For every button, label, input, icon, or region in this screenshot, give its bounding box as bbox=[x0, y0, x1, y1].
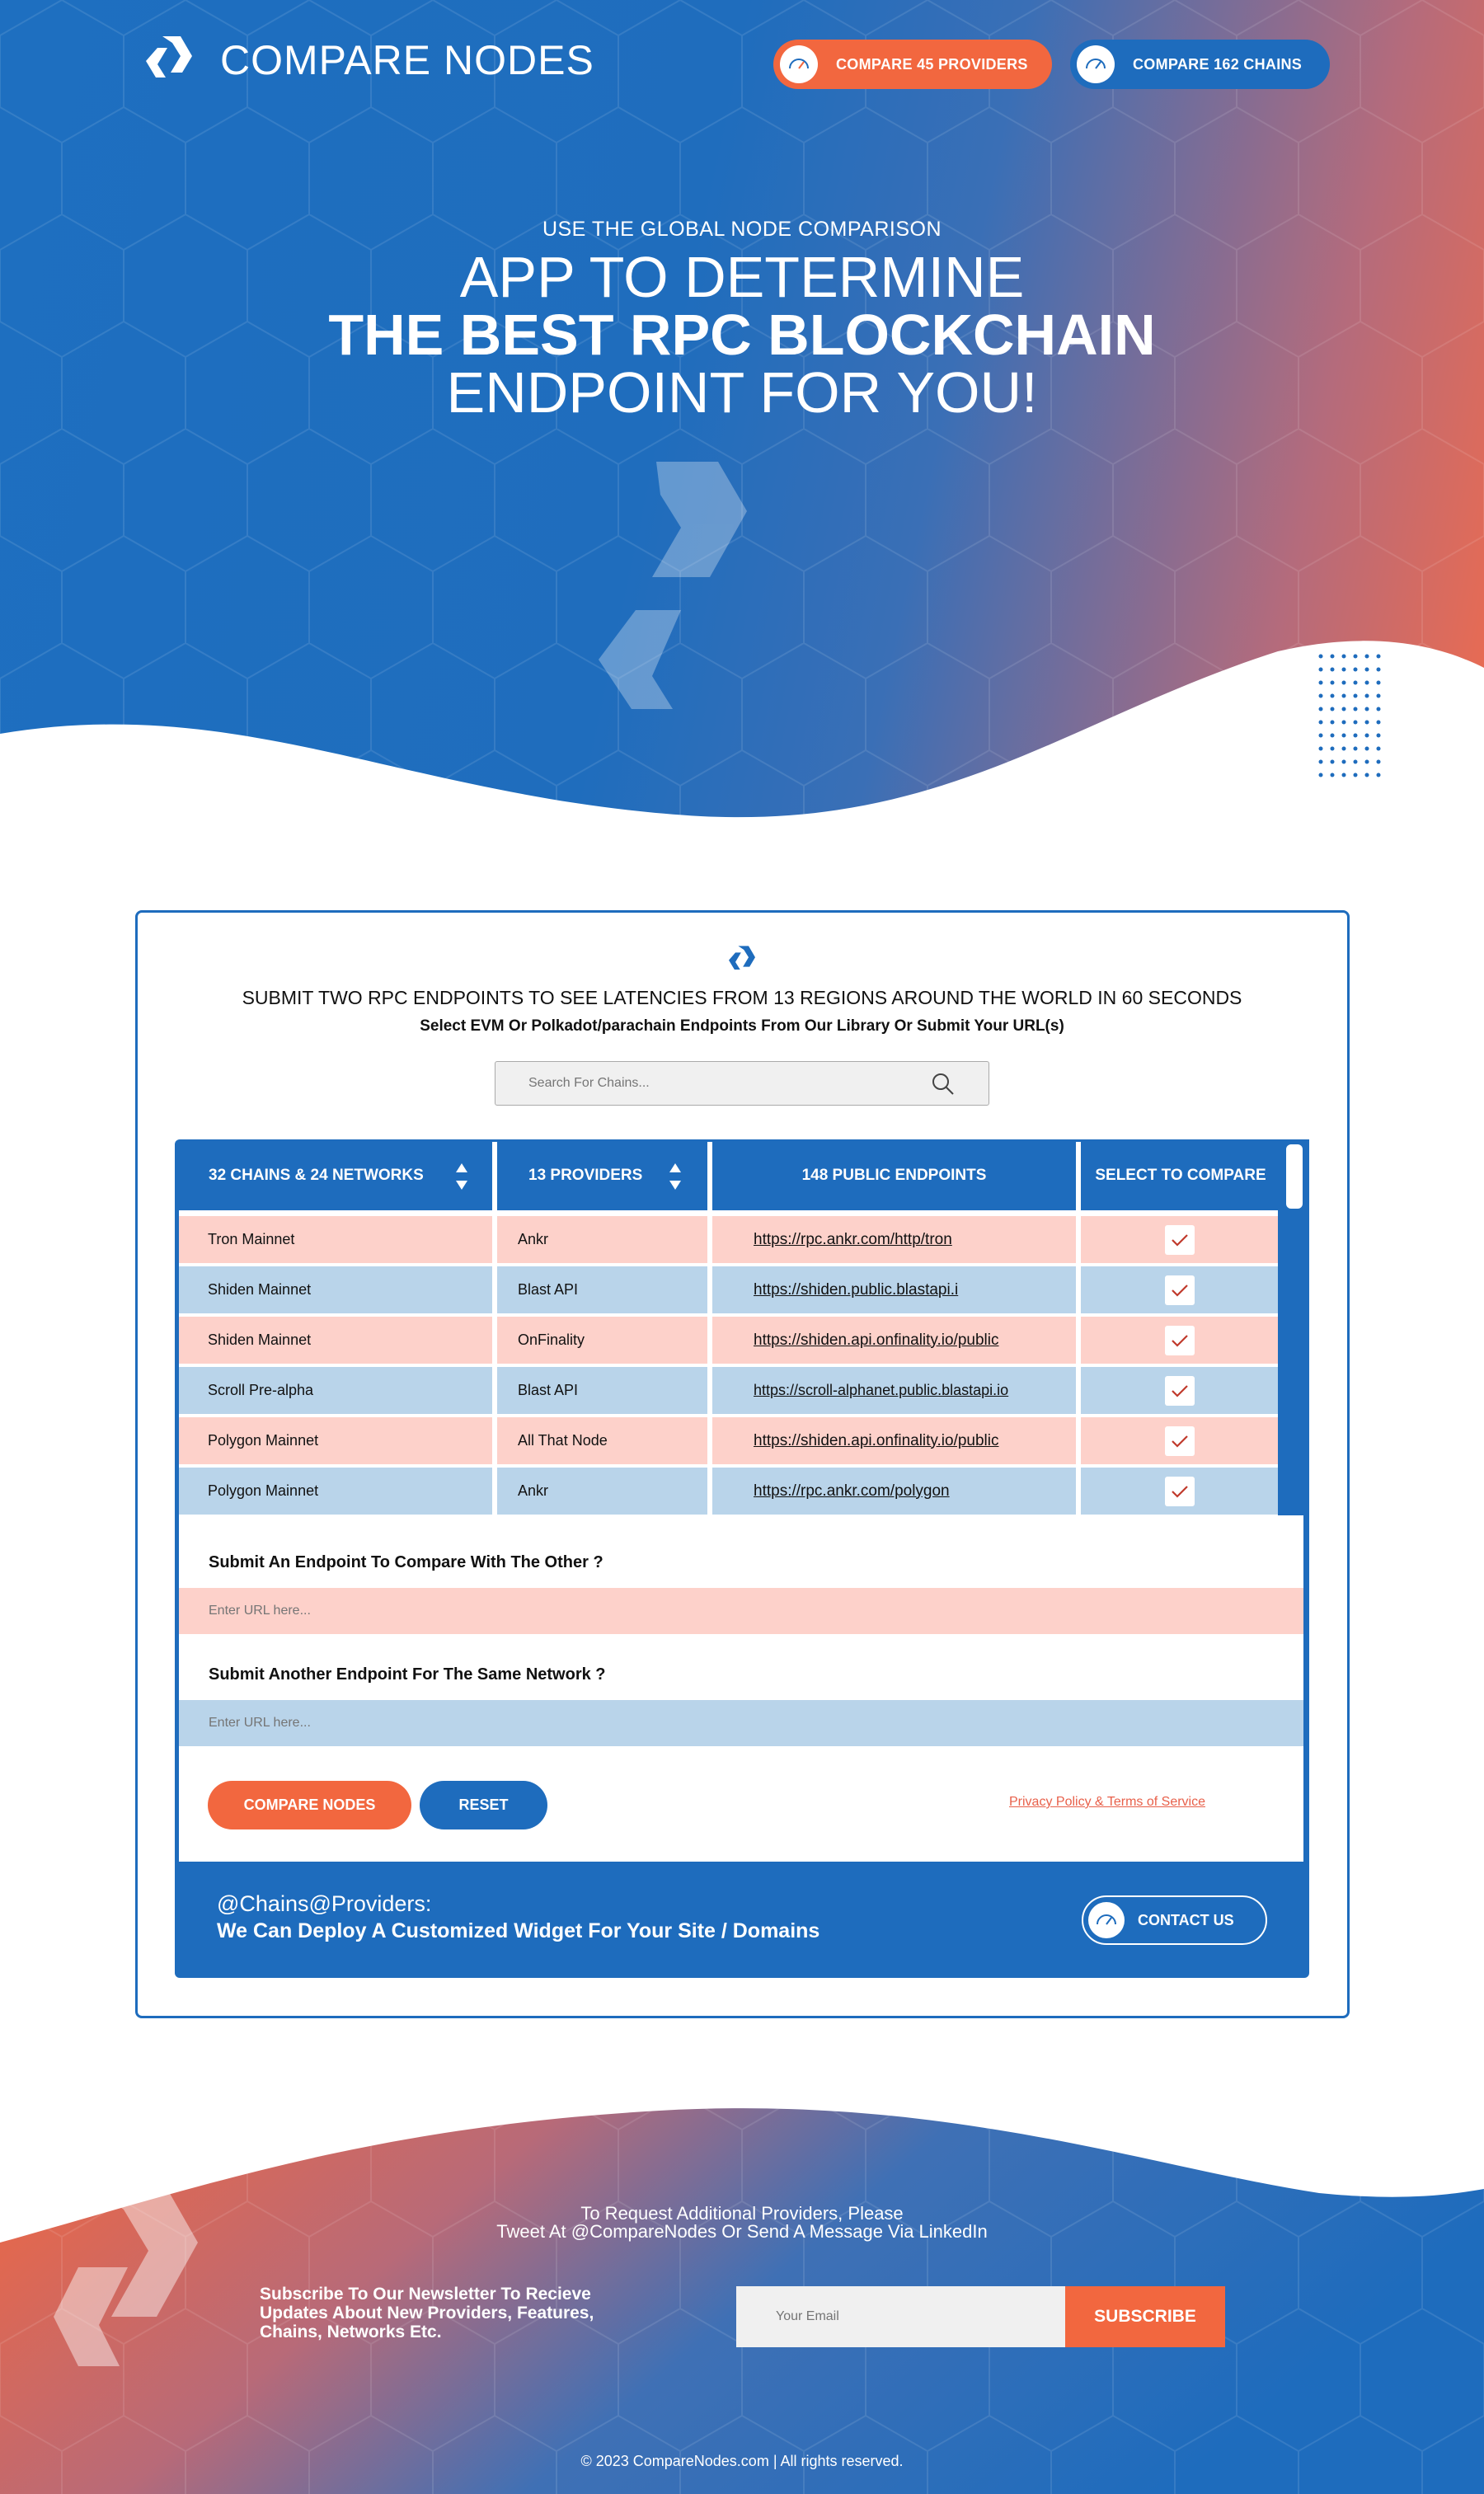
compare-providers-button[interactable] bbox=[773, 40, 1052, 89]
provider-cell: OnFinality bbox=[497, 1317, 707, 1364]
endpoint2-input[interactable] bbox=[179, 1700, 1303, 1746]
header-select bbox=[1081, 1142, 1280, 1209]
header-select-label: SELECT TO COMPARE bbox=[1095, 1167, 1266, 1184]
select-cell bbox=[1081, 1317, 1278, 1364]
sort-icon[interactable] bbox=[668, 1162, 683, 1191]
copyright: © 2023 CompareNodes.com | All rights reserved. bbox=[580, 2453, 904, 2469]
check-icon bbox=[1171, 1383, 1189, 1398]
check-icon bbox=[1171, 1333, 1189, 1348]
endpoint-link[interactable]: https://shiden.public.blastapi.i bbox=[712, 1266, 1076, 1313]
card-subtitle: Select EVM Or Polkadot/parachain Endpoints From Our Library Or Submit Your URL(s) bbox=[420, 1017, 1064, 1035]
search-input[interactable] bbox=[528, 1076, 924, 1091]
select-checkbox[interactable] bbox=[1165, 1326, 1195, 1355]
endpoint-link[interactable]: https://rpc.ankr.com/polygon bbox=[712, 1468, 1076, 1515]
compare-chains-button[interactable] bbox=[1070, 40, 1330, 89]
deploy-heading: @Chains@Providers: bbox=[217, 1891, 432, 1916]
header-endpoints bbox=[712, 1142, 1076, 1209]
email-input[interactable] bbox=[736, 2286, 1065, 2347]
hero-section bbox=[0, 0, 1484, 833]
endpoint1-input[interactable] bbox=[179, 1588, 1303, 1634]
select-checkbox[interactable] bbox=[1165, 1275, 1195, 1305]
check-icon bbox=[1171, 1434, 1189, 1449]
contact-us-label: CONTACT US bbox=[1138, 1911, 1234, 1928]
gauge-icon bbox=[1088, 1902, 1125, 1938]
contact-us-button[interactable] bbox=[1082, 1895, 1267, 1945]
chain-search bbox=[495, 1061, 989, 1106]
hero-headline-line1: APP TO DETERMINE bbox=[459, 245, 1025, 309]
table-row[interactable] bbox=[179, 1468, 1278, 1515]
check-icon bbox=[1171, 1283, 1189, 1298]
select-cell bbox=[1081, 1468, 1278, 1515]
chain-cell: Scroll Pre-alpha bbox=[179, 1367, 492, 1414]
gauge-icon bbox=[1077, 45, 1115, 83]
provider-cell: Ankr bbox=[497, 1216, 707, 1263]
select-cell bbox=[1081, 1266, 1278, 1313]
select-checkbox[interactable] bbox=[1165, 1477, 1195, 1506]
sort-icon[interactable] bbox=[454, 1162, 469, 1191]
logo-icon bbox=[134, 33, 204, 87]
endpoint-link[interactable]: https://shiden.api.onfinality.io/public bbox=[712, 1417, 1076, 1464]
endpoint-link[interactable]: https://rpc.ankr.com/http/tron bbox=[712, 1216, 1076, 1263]
header-chains-label: 32 CHAINS & 24 NETWORKS bbox=[209, 1167, 424, 1184]
dots-decoration bbox=[1317, 653, 1387, 785]
table-row[interactable] bbox=[179, 1317, 1278, 1364]
compare-chains-label: COMPARE 162 CHAINS bbox=[1133, 55, 1303, 73]
scrollbar-thumb[interactable] bbox=[1286, 1144, 1303, 1209]
compare-nodes-button[interactable]: COMPARE NODES bbox=[208, 1781, 411, 1829]
table-row[interactable] bbox=[179, 1216, 1278, 1263]
gauge-icon bbox=[780, 45, 818, 83]
endpoint1-label: Submit An Endpoint To Compare With The Other ? bbox=[209, 1553, 603, 1571]
site-logo[interactable] bbox=[134, 33, 594, 87]
table-row[interactable] bbox=[179, 1417, 1278, 1464]
reset-button[interactable]: RESET bbox=[420, 1781, 547, 1829]
select-checkbox[interactable] bbox=[1165, 1426, 1195, 1456]
header-providers-label: 13 PROVIDERS bbox=[528, 1167, 643, 1184]
header-providers[interactable] bbox=[497, 1142, 707, 1209]
select-cell bbox=[1081, 1417, 1278, 1464]
logo-text: COMPARE NODES bbox=[220, 37, 594, 83]
search-icon[interactable] bbox=[931, 1072, 956, 1097]
provider-cell: All That Node bbox=[497, 1417, 707, 1464]
table-row[interactable] bbox=[179, 1367, 1278, 1414]
select-cell bbox=[1081, 1367, 1278, 1414]
chain-cell: Polygon Mainnet bbox=[179, 1417, 492, 1464]
provider-cell: Blast API bbox=[497, 1266, 707, 1313]
endpoint-link[interactable]: https://shiden.api.onfinality.io/public bbox=[712, 1317, 1076, 1364]
select-cell bbox=[1081, 1216, 1278, 1263]
header-endpoints-label: 148 PUBLIC ENDPOINTS bbox=[801, 1167, 987, 1184]
provider-cell: Blast API bbox=[497, 1367, 707, 1414]
select-checkbox[interactable] bbox=[1165, 1376, 1195, 1406]
card-title: SUBMIT TWO RPC ENDPOINTS TO SEE LATENCIES FROM 13 REGIONS AROUND THE WORLD IN 60 SECONDS bbox=[242, 987, 1242, 1008]
newsletter-text: Subscribe To Our Newsletter To Recieve Updates About New Providers, Features, Chains, Networks Etc. bbox=[260, 2285, 594, 2341]
hero-headline-line2: THE BEST RPC BLOCKCHAIN bbox=[328, 303, 1156, 367]
select-checkbox[interactable] bbox=[1165, 1225, 1195, 1255]
request-providers-line2: Tweet At @CompareNodes Or Send A Message Via LinkedIn bbox=[496, 2221, 988, 2242]
header-chains[interactable] bbox=[179, 1142, 492, 1209]
endpoint-link[interactable]: https://scroll-alphanet.public.blastapi.io bbox=[712, 1367, 1076, 1414]
endpoints-table bbox=[179, 1210, 1278, 1515]
request-providers-line1: To Request Additional Providers, Please bbox=[580, 2203, 904, 2224]
hero-kicker: USE THE GLOBAL NODE COMPARISON bbox=[542, 218, 942, 241]
endpoint2-label: Submit Another Endpoint For The Same Network ? bbox=[209, 1665, 606, 1684]
card-logo-icon bbox=[722, 943, 762, 976]
chain-cell: Polygon Mainnet bbox=[179, 1468, 492, 1515]
provider-cell: Ankr bbox=[497, 1468, 707, 1515]
compare-providers-label: COMPARE 45 PROVIDERS bbox=[836, 55, 1028, 73]
check-icon bbox=[1171, 1233, 1189, 1247]
check-icon bbox=[1171, 1484, 1189, 1499]
deploy-text: We Can Deploy A Customized Widget For Your Site / Domains bbox=[217, 1919, 820, 1942]
chain-cell: Shiden Mainnet bbox=[179, 1317, 492, 1364]
hero-headline-line3: ENDPOINT FOR YOU! bbox=[446, 360, 1038, 425]
table-row[interactable] bbox=[179, 1266, 1278, 1313]
privacy-policy-link[interactable]: Privacy Policy & Terms of Service bbox=[1009, 1795, 1205, 1809]
chain-cell: Shiden Mainnet bbox=[179, 1266, 492, 1313]
subscribe-button[interactable]: SUBSCRIBE bbox=[1065, 2286, 1225, 2347]
chain-cell: Tron Mainnet bbox=[179, 1216, 492, 1263]
